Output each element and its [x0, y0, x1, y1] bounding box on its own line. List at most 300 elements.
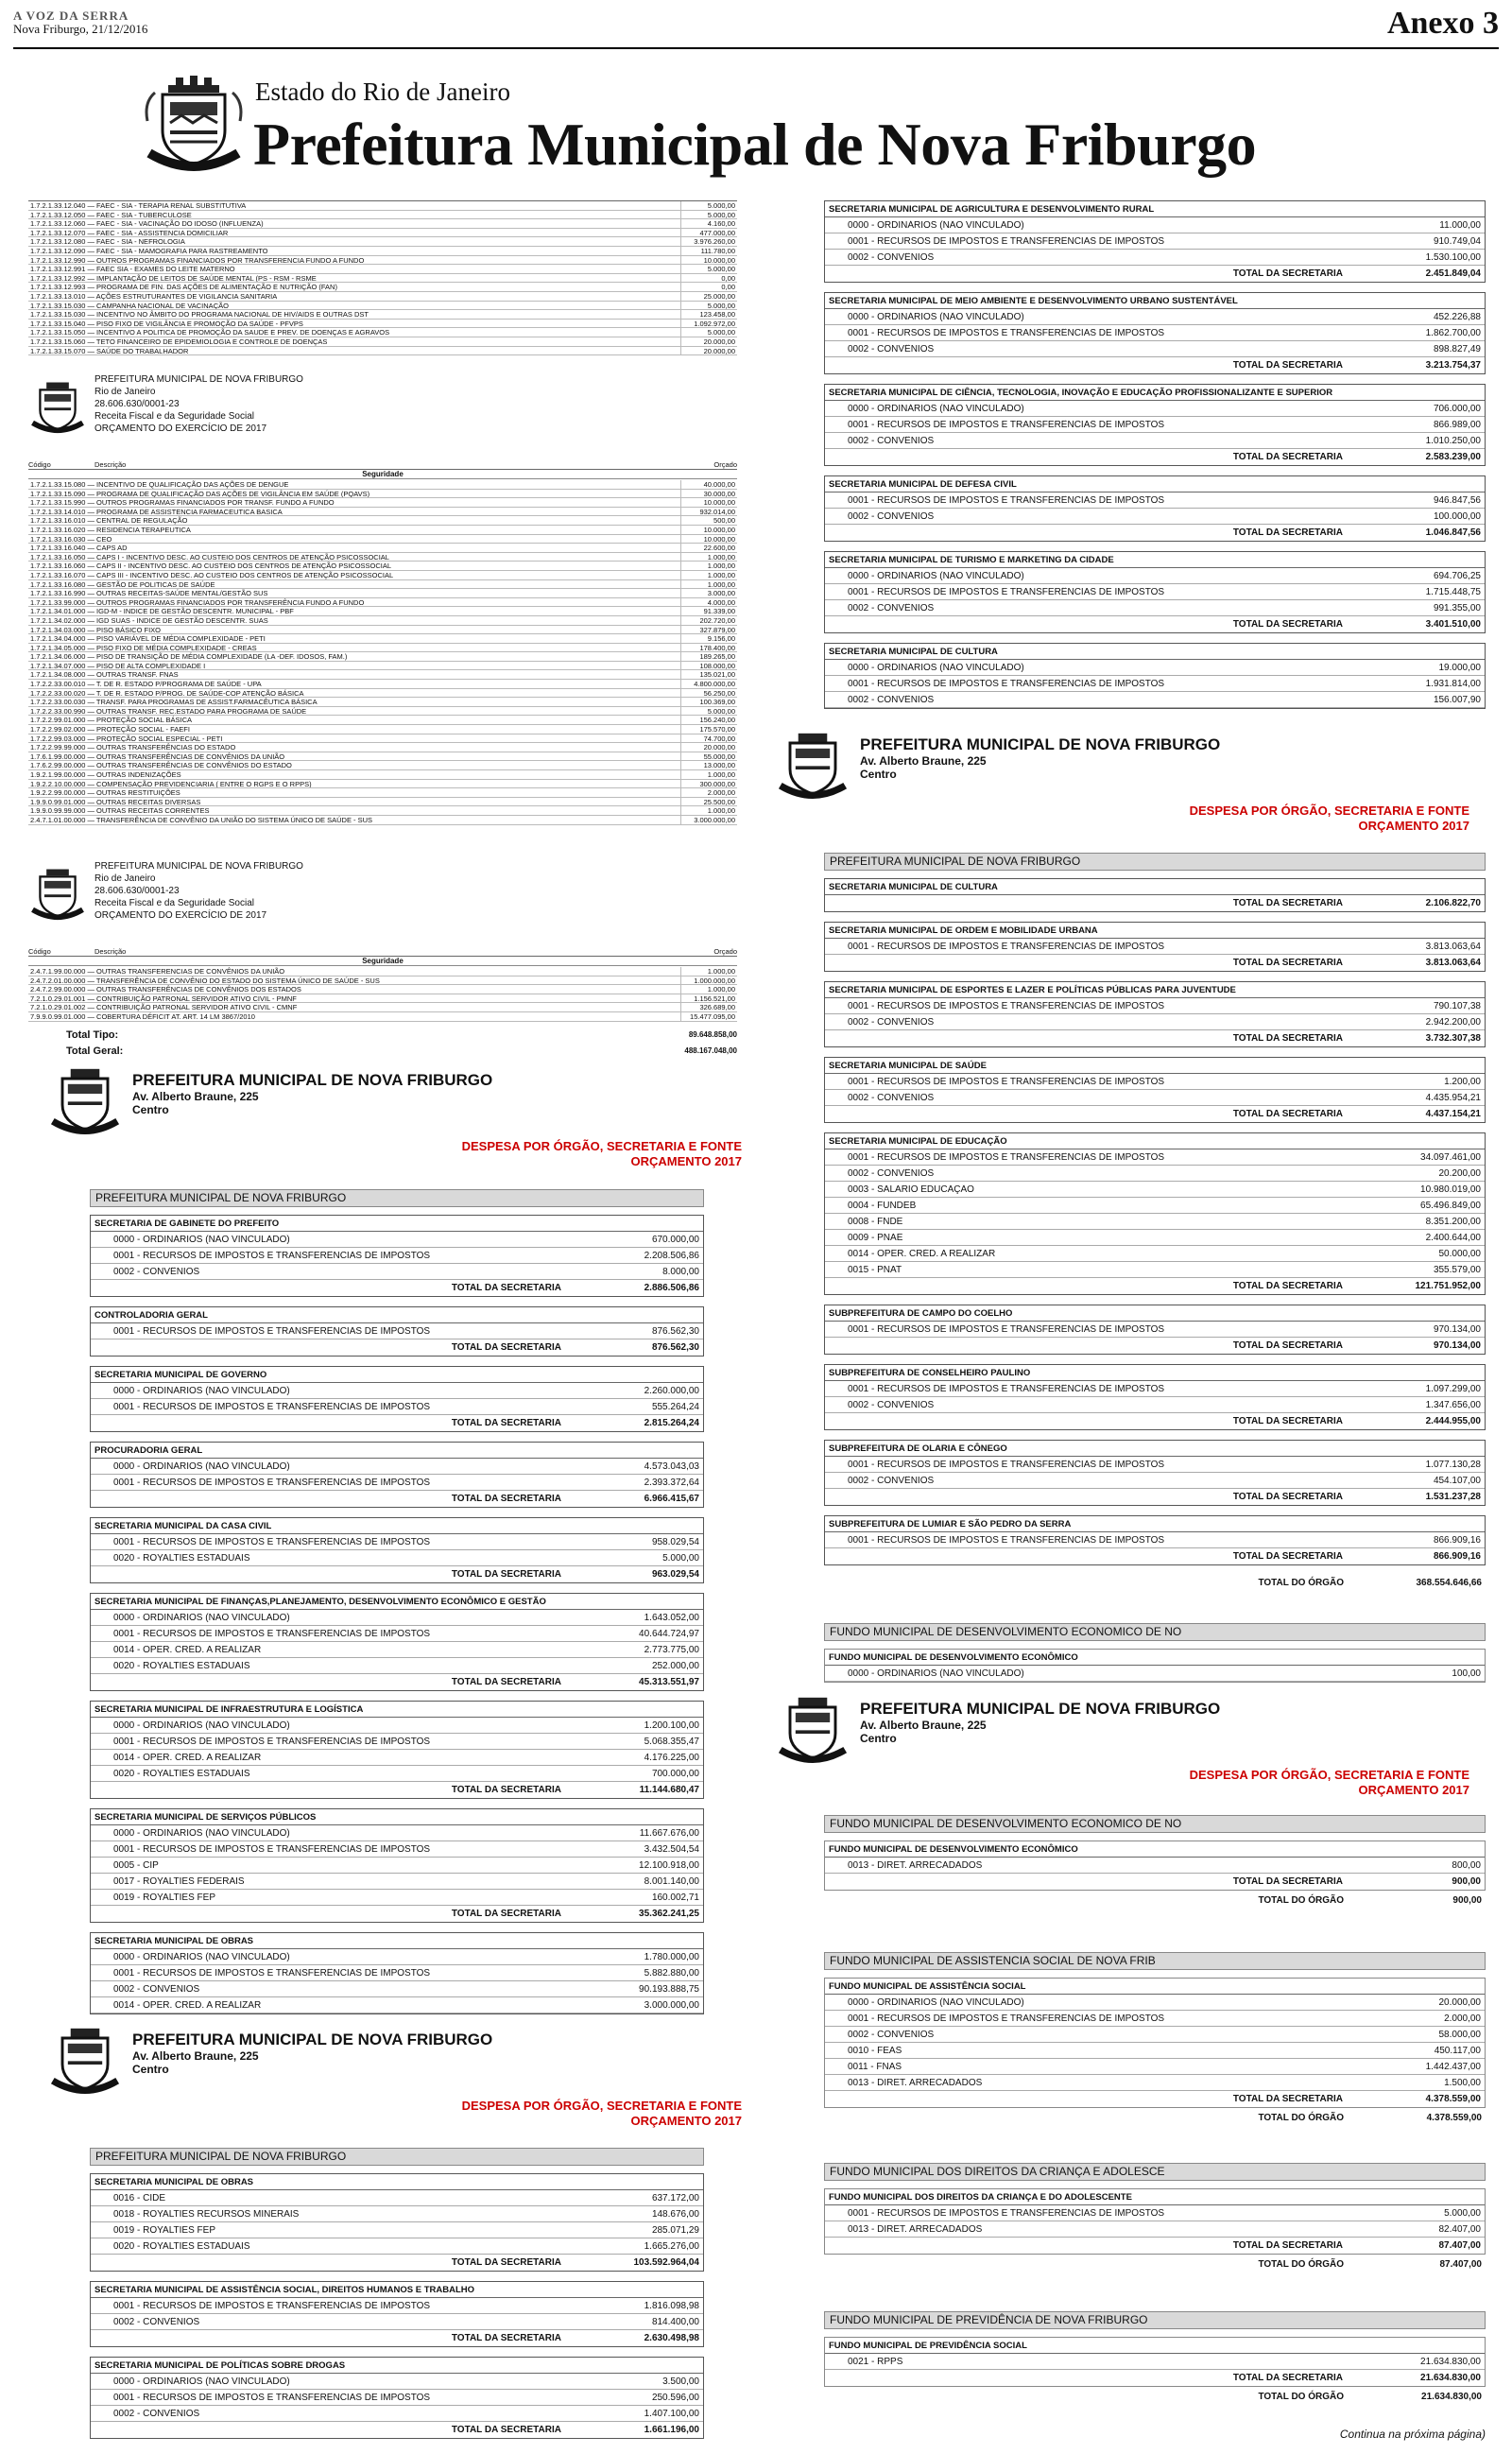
fonte-desc: 0001 - RECURSOS DE IMPOSTOS E TRANSFERÊNCIAS DE IMPOSTOS	[848, 941, 1165, 952]
fonte-row	[91, 2314, 703, 2330]
secretaria-box	[824, 200, 1486, 283]
fonte-value: 1.715.448,75	[1425, 586, 1481, 597]
fonte-desc: 0013 - DIRET. ARRECADADOS	[848, 2077, 983, 2088]
secretaria-title: SECRETARIA MUNICIPAL DE CULTURA	[825, 879, 1485, 895]
table-row	[28, 780, 737, 789]
fonte-desc: 0001 - RECURSOS DE IMPOSTOS E TRANSFERÊNCIAS DE IMPOSTOS	[848, 1323, 1165, 1335]
fonte-value: 5.068.355,47	[644, 1736, 699, 1747]
fonte-row	[825, 1381, 1485, 1397]
row-value: 202.720,00	[680, 616, 737, 625]
fonte-value: 1.643.052,00	[644, 1612, 699, 1623]
report-header-2	[47, 2023, 742, 2132]
fonte-value: 1.077.130,28	[1425, 1459, 1481, 1470]
fonte-desc: 0001 - RECURSOS DE IMPOSTOS E TRANSFERÊNCIAS DE IMPOSTOS	[113, 1477, 431, 1488]
secretaria-box	[824, 551, 1486, 633]
total-label: TOTAL DA SECRETARIA	[451, 2257, 561, 2268]
total-label: TOTAL DA SECRETARIA	[1232, 958, 1343, 968]
secretaria-box	[824, 1132, 1486, 1295]
fonte-row	[825, 1397, 1485, 1413]
fonte-row	[91, 2298, 703, 2314]
table-row	[28, 743, 737, 752]
row-value: 55.000,00	[680, 752, 737, 761]
secretaria-title: SECRETARIA DE GABINETE DO PREFEITO	[91, 1216, 703, 1232]
fonte-desc: 0013 - DIRET. ARRECADADOS	[848, 2223, 983, 2235]
fund-band: FUNDO MUNICIPAL DE ASSISTENCIA SOCIAL DE NOVA FRIB	[824, 1952, 1486, 1970]
total-row	[91, 2255, 703, 2271]
row-description: 1.7.2.1.33.12.060 — FAEC - SIA - VACINAÇÃO DO IDOSO (INFLUENZA)	[30, 219, 264, 228]
row-description: 1.7.2.1.33.16.040 — CAPS AD	[30, 544, 128, 552]
coat-of-arms-icon	[47, 2023, 123, 2099]
fonte-row	[825, 584, 1485, 600]
fonte-desc: 0000 - ORDINÁRIOS (NÃO VINCULADO)	[113, 1951, 290, 1962]
fonte-row	[825, 233, 1485, 250]
row-description: 1.7.2.1.34.04.000 — PISO VARIÁVEL DE MÉDIA COMPLEXIDADE - PETI	[30, 634, 266, 643]
report-title: DESPESA POR ÓRGÃO, SECRETARIA E FONTE	[461, 2099, 742, 2113]
total-value: 121.751.952,00	[1415, 1281, 1481, 1291]
row-description: 1.7.2.1.33.16.060 — CAPS II - INCENTIVO DESC. AO CUSTEIO DOS CENTROS DE ATENÇÃO PSICOSSOCIAL	[30, 562, 392, 570]
row-value: 10.000,00	[680, 535, 737, 544]
fonte-row	[825, 2059, 1485, 2075]
fonte-desc: 0001 - RECURSOS DE IMPOSTOS E TRANSFERÊNCIAS DE IMPOSTOS	[848, 678, 1165, 689]
total-row	[91, 1415, 703, 1431]
row-description: 1.7.2.1.33.16.020 — RESIDENCIA TERAPEUTICA	[30, 525, 191, 534]
fonte-row	[91, 1610, 703, 1626]
fonte-desc: 0000 - ORDINÁRIOS (NÃO VINCULADO)	[113, 1827, 290, 1839]
table-row	[28, 680, 737, 689]
total-label: TOTAL DA SECRETARIA	[1232, 527, 1343, 538]
row-value: 111.780,00	[680, 247, 737, 255]
right-column-2	[824, 853, 1486, 1591]
row-description: 1.7.2.2.33.00.020 — T. DE R. ESTADO P/PROG. DE SAÚDE-COP ATENÇÃO BÁSICA	[30, 688, 304, 698]
fonte-row	[91, 1750, 703, 1766]
table-row	[28, 788, 737, 798]
fonte-row	[91, 1734, 703, 1750]
fonte-row	[825, 1457, 1485, 1473]
header-cnpj: 28.606.630/0001-23	[94, 886, 180, 896]
total-value: 866.909,16	[1433, 1551, 1481, 1562]
row-description: 1.7.2.1.33.16.990 — OUTRAS RECEITAS-SAÚDE MENTAL/GESTÃO SUS	[30, 589, 268, 597]
total-orgao-label: TOTAL DO ÓRGÃO	[1258, 1578, 1344, 1588]
fundo-assistencia	[824, 1952, 1486, 2126]
fonte-row	[91, 1459, 703, 1475]
total-value: 3.732.307,38	[1425, 1033, 1481, 1044]
fonte-value: 156.007,90	[1433, 694, 1481, 705]
secretaria-box	[824, 878, 1486, 912]
col-descricao: Descrição	[94, 947, 127, 956]
fonte-value: 10.980.019,00	[1420, 1184, 1481, 1195]
fonte-row	[91, 1997, 703, 2013]
row-value: 500,00	[680, 516, 737, 525]
fonte-value: 1.780.000,00	[644, 1951, 699, 1962]
fonte-value: 2.942.200,00	[1425, 1016, 1481, 1028]
fonte-row	[91, 1248, 703, 1264]
fonte-desc: 0016 - CIDE	[113, 2192, 166, 2203]
fonte-row	[91, 1718, 703, 1734]
fonte-desc: 0002 - CONVÊNIOS	[113, 1266, 200, 1277]
row-value: 10.000,00	[680, 498, 737, 507]
total-value: 1.531.237,28	[1425, 1492, 1481, 1502]
row-value: 100,00	[1452, 1668, 1481, 1679]
fonte-desc: 0002 - CONVÊNIOS	[113, 1983, 200, 1995]
fonte-desc: 0001 - RECURSOS DE IMPOSTOS E TRANSFERÊNCIAS DE IMPOSTOS	[848, 1383, 1165, 1394]
table-row	[28, 589, 737, 598]
row-description: 1.7.2.1.33.15.060 — TETO FINANCEIRO DE EPIDEMIOLOGIA E CONTROLE DE DOENÇAS	[30, 337, 328, 346]
fonte-desc: 0001 - RECURSOS DE IMPOSTOS E TRANSFERÊNCIAS DE IMPOSTOS	[113, 1250, 431, 1261]
total-value: 2.630.498,98	[644, 2333, 699, 2343]
total-label: TOTAL DA SECRETARIA	[1232, 1876, 1343, 1887]
fonte-row	[825, 1246, 1485, 1262]
fonte-value: 5.000,00	[1444, 2207, 1481, 2219]
table-row	[28, 283, 737, 292]
fonte-desc: 0002 - CONVÊNIOS	[848, 510, 935, 522]
table-row	[28, 201, 737, 211]
total-row	[825, 357, 1485, 373]
report-address: Av. Alberto Braune, 225	[860, 754, 987, 768]
secretaria-title: SUBPREFEITURA DE CAMPO DO COELHO	[825, 1305, 1485, 1322]
fonte-value: 1.500,00	[1444, 2077, 1481, 2088]
secretaria-title: PROCURADORIA GERAL	[91, 1443, 703, 1459]
fonte-value: 65.496.849,00	[1420, 1200, 1481, 1211]
total-value: 35.362.241,25	[639, 1909, 699, 1919]
col-orcado: Orçado	[713, 460, 737, 469]
fonte-value: 637.172,00	[651, 2192, 699, 2203]
fonte-desc: 0001 - RECURSOS DE IMPOSTOS E TRANSFERÊNCIAS DE IMPOSTOS	[848, 586, 1165, 597]
fonte-row	[825, 325, 1485, 341]
secretaria-box	[824, 292, 1486, 374]
table-row	[28, 806, 737, 816]
fonte-row	[825, 1214, 1485, 1230]
fonte-row	[825, 309, 1485, 325]
row-description: 1.7.2.1.33.12.070 — FAEC - SIA - ASSISTENCIA DOMICILIAR	[30, 228, 229, 237]
fonte-desc: 0020 - ROYALTIES ESTADUAIS	[113, 1768, 250, 1779]
secretaria-box	[824, 1440, 1486, 1506]
row-value: 477.000,00	[680, 229, 737, 237]
table-row	[28, 770, 737, 780]
secretaria-title: SECRETARIA MUNICIPAL DE OBRAS	[91, 2174, 703, 2190]
fonte-desc: 0021 - RPPS	[848, 2356, 903, 2367]
fonte-desc: 0005 - CIP	[113, 1859, 159, 1871]
annex-label: Anexo 3	[1386, 6, 1499, 41]
total-row	[825, 616, 1485, 632]
row-description: 1.7.2.1.33.15.070 — SAÚDE DO TRABALHADOR	[30, 346, 189, 355]
fonte-row	[91, 2406, 703, 2422]
fonte-value: 250.596,00	[651, 2392, 699, 2403]
fonte-desc: 0002 - CONVÊNIOS	[848, 2029, 935, 2040]
fonte-value: 946.847,56	[1433, 494, 1481, 506]
secretaria-box	[90, 2281, 704, 2347]
total-row	[91, 1339, 703, 1356]
fonte-value: 1.407.100,00	[644, 2408, 699, 2419]
row-description: 1.7.2.1.34.08.000 — OUTRAS TRANSF. FNAS	[30, 670, 179, 680]
table-row	[28, 526, 737, 535]
secretaria-title: SECRETARIA MUNICIPAL DE MEIO AMBIENTE E DESENVOLVIMENTO URBANO SUSTENTÁVEL	[825, 293, 1485, 309]
fonte-value: 20.000,00	[1438, 1996, 1481, 2008]
row-description: 1.7.2.1.33.12.991 — FAEC SIA - EXAMES DO LEITE MATERNO	[30, 265, 235, 273]
fonte-value: 1.665.276,00	[644, 2240, 699, 2252]
table-row	[28, 535, 737, 544]
total-row	[825, 1106, 1485, 1122]
fonte-row	[91, 1323, 703, 1339]
fonte-value: 148.676,00	[651, 2208, 699, 2220]
table-row	[28, 752, 737, 762]
fonte-value: 1.200.100,00	[644, 1720, 699, 1731]
fonte-value: 8.351.200,00	[1425, 1216, 1481, 1227]
fonte-value: 1.010.250,00	[1425, 435, 1481, 446]
total-label: TOTAL DA SECRETARIA	[451, 1342, 561, 1353]
fonte-desc: 0002 - CONVÊNIOS	[848, 1167, 935, 1179]
total-orgao-value: 21.634.830,00	[1421, 2392, 1482, 2402]
total-row	[825, 2091, 1485, 2107]
fonte-value: 910.749,04	[1433, 235, 1481, 247]
header-place: Rio de Janeiro	[94, 387, 156, 397]
fonte-row	[91, 1626, 703, 1642]
total-value: 21.634.830,00	[1420, 2373, 1481, 2383]
fonte-value: 20.200,00	[1438, 1167, 1481, 1179]
newspaper-tag	[13, 9, 147, 36]
fonte-row	[91, 1550, 703, 1566]
fonte-desc: 0015 - PNAT	[848, 1264, 902, 1275]
fonte-value: 1.097.299,00	[1425, 1383, 1481, 1394]
total-value: 876.562,30	[651, 1342, 699, 1353]
row-description: 1.7.2.2.99.01.000 — PROTEÇÃO SOCIAL BÁSICA	[30, 716, 193, 725]
total-row	[825, 2238, 1485, 2254]
report-district: Centro	[860, 768, 897, 781]
total-orgao-label: TOTAL DO ÓRGÃO	[1258, 2259, 1344, 2270]
total-geral-value: 488.167.048,00	[684, 1046, 737, 1055]
row-value: 25.000,00	[680, 292, 737, 301]
row-desc: 0013 - DIRET. ARRECADADOS	[848, 1859, 983, 1871]
table-row	[28, 211, 737, 220]
table-row	[28, 562, 737, 571]
row-description: 1.7.2.1.34.06.000 — PISO DE TRANSIÇÃO DE MÉDIA COMPLEXIDADE (LA -DEF. IDOSOS, FAM.)	[30, 652, 348, 661]
table-row	[28, 571, 737, 580]
report-subtitle: ORÇAMENTO 2017	[630, 1154, 742, 1168]
fonte-value: 2.260.000,00	[644, 1385, 699, 1396]
report-address: Av. Alberto Braune, 225	[860, 1719, 987, 1732]
report-org: PREFEITURA MUNICIPAL DE NOVA FRIBURGO	[860, 1700, 1221, 1718]
row-value: 13.000,00	[680, 761, 737, 769]
total-orgao-row	[824, 1575, 1486, 1591]
fund-band: FUNDO MUNICIPAL DE DESENVOLVIMENTO ECONOMICO DE NO	[824, 1623, 1486, 1641]
header-receita: Receita Fiscal e da Seguridade Social	[94, 898, 254, 908]
table-row	[28, 816, 737, 825]
row-desc: 0000 - ORDINÁRIOS (NÃO VINCULADO)	[848, 1668, 1024, 1679]
fonte-desc: 0001 - RECURSOS DE IMPOSTOS E TRANSFERÊNCIAS DE IMPOSTOS	[848, 2013, 1165, 2024]
table-row	[28, 237, 737, 247]
table-row	[28, 716, 737, 725]
fonte-value: 2.400.644,00	[1425, 1232, 1481, 1243]
fonte-row	[825, 1262, 1485, 1278]
table-col-headers	[28, 460, 737, 470]
total-label: TOTAL DA SECRETARIA	[451, 1569, 561, 1580]
total-label: TOTAL DA SECRETARIA	[1232, 2240, 1343, 2251]
row-value: 1.000.000,00	[680, 976, 737, 985]
secretaria-box	[824, 1515, 1486, 1565]
fonte-row	[91, 1949, 703, 1965]
row-description: 1.7.2.2.99.03.000 — PROTEÇÃO SOCIAL ESPECIAL - PETI	[30, 734, 223, 743]
fonte-desc: 0001 - RECURSOS DE IMPOSTOS E TRANSFERÊNCIAS DE IMPOSTOS	[848, 2207, 1165, 2219]
table-row	[28, 798, 737, 807]
fonte-desc: 0002 - CONVÊNIOS	[848, 1399, 935, 1410]
total-row	[825, 266, 1485, 282]
fonte-row	[91, 1399, 703, 1415]
row-description: 1.7.2.2.33.00.990 — OUTRAS TRANSF. REC.ESTADO PARA PROGRAMA DE SAÚDE	[30, 706, 307, 716]
fonte-value: 252.000,00	[651, 1660, 699, 1671]
total-value: 970.134,00	[1433, 1340, 1481, 1351]
fonte-value: 898.827,49	[1433, 343, 1481, 354]
row-value: 189.265,00	[680, 652, 737, 661]
fonte-row	[825, 1995, 1485, 2011]
table-row	[28, 347, 737, 356]
mid-column-2	[90, 2148, 704, 2448]
report-title: DESPESA POR ÓRGÃO, SECRETARIA E FONTE	[1189, 1768, 1469, 1782]
section-seguridade: Seguridade	[28, 470, 737, 479]
table-row	[28, 229, 737, 238]
row-value: 1.000,00	[680, 770, 737, 779]
fund-sub-title: FUNDO MUNICIPAL DE ASSISTÊNCIA SOCIAL	[825, 1979, 1485, 1995]
fonte-value: 555.264,24	[651, 1401, 699, 1412]
total-label: TOTAL DA SECRETARIA	[451, 1494, 561, 1504]
fonte-value: 970.134,00	[1433, 1323, 1481, 1335]
row-value: 10.000,00	[680, 526, 737, 534]
table-row	[28, 256, 737, 266]
total-value: 963.029,54	[651, 1569, 699, 1580]
row-value: 5.000,00	[680, 328, 737, 337]
report-header-1	[47, 1063, 742, 1172]
row-description: 1.7.2.1.33.16.030 — CEO	[30, 534, 112, 544]
row-description: 1.7.2.1.33.13.010 — AÇÕES ESTRUTURANTES DE VIGILANCIA SANITARIA	[30, 291, 278, 301]
table-row	[28, 616, 737, 626]
fonte-value: 21.634.830,00	[1420, 2356, 1481, 2367]
total-label: TOTAL DA SECRETARIA	[1232, 1281, 1343, 1291]
table-row	[28, 337, 737, 347]
row-value: 10.000,00	[680, 256, 737, 265]
fundo-economico-2	[824, 1815, 1486, 1909]
total-value: 1.046.847,56	[1425, 527, 1481, 538]
fonte-desc: 0002 - CONVÊNIOS	[848, 1092, 935, 1103]
row-description: 1.9.2.2.99.00.000 — OUTRAS RESTITUIÇÕES	[30, 788, 180, 797]
fonte-desc: 0000 - ORDINÁRIOS (NÃO VINCULADO)	[848, 570, 1024, 581]
total-label: TOTAL DA SECRETARIA	[451, 2425, 561, 2435]
total-tipo-value: 89.648.858,00	[688, 1030, 737, 1039]
row-value: 30.000,00	[680, 490, 737, 498]
fonte-value: 2.773.775,00	[644, 1644, 699, 1655]
row-description: 1.7.2.1.33.16.010 — CENTRAL DE REGULAÇÃO	[30, 516, 188, 525]
row-value: 1.000,00	[680, 562, 737, 570]
fund-row	[825, 1666, 1485, 1682]
table-row	[28, 994, 737, 1004]
table-row	[28, 707, 737, 717]
row-description: 1.7.2.1.33.15.990 — OUTROS PROGRAMAS FINANCIADOS POR TRANSF. FUNDO A FUNDO	[30, 498, 335, 507]
secretaria-box	[824, 475, 1486, 542]
secretaria-box	[90, 1366, 704, 1432]
fonte-desc: 0000 - ORDINÁRIOS (NÃO VINCULADO)	[848, 219, 1024, 231]
total-value: 4.437.154,21	[1425, 1109, 1481, 1119]
table-row	[28, 302, 737, 311]
row-description: 1.7.2.1.33.15.090 — PROGRAMA DE QUALIFICAÇÃO DAS AÇÕES DE VIGILÂNCIA EM SAÚDE (PQAVS)	[30, 489, 370, 498]
row-description: 1.7.2.1.34.02.000 — IGD SUAS - INDICE DE GESTÃO DESCENTR. SUAS	[30, 615, 268, 625]
total-value: 11.144.680,47	[639, 1785, 699, 1795]
fonte-desc: 0001 - RECURSOS DE IMPOSTOS E TRANSFERÊNCIAS DE IMPOSTOS	[113, 1536, 431, 1547]
secretaria-title: SECRETARIA MUNICIPAL DE AGRICULTURA E DESENVOLVIMENTO RURAL	[825, 201, 1485, 217]
fonte-value: 3.432.504,54	[644, 1843, 699, 1855]
continue-note: Continua na próxima página)	[1339, 2428, 1486, 2441]
total-row	[825, 1338, 1485, 1354]
fonte-desc: 0001 - RECURSOS DE IMPOSTOS E TRANSFERÊNCIAS DE IMPOSTOS	[113, 2300, 431, 2311]
row-value: 9.156,00	[680, 634, 737, 643]
fonte-desc: 0001 - RECURSOS DE IMPOSTOS E TRANSFERÊNCIAS DE IMPOSTOS	[848, 1076, 1165, 1087]
total-label: TOTAL DA SECRETARIA	[451, 1677, 561, 1687]
fonte-value: 450.117,00	[1434, 2045, 1481, 2056]
table-row	[28, 985, 737, 994]
fonte-row	[825, 509, 1485, 525]
row-description: 1.7.2.1.33.12.993 — PROGRAMA DE FIN. DAS AÇÕES DE ALIMENTAÇÃO E NUTRIÇÃO (FAN)	[30, 283, 337, 291]
fonte-value: 82.407,00	[1438, 2223, 1481, 2235]
coat-of-arms-icon	[28, 377, 87, 438]
fonte-value: 3.813.063,64	[1425, 941, 1481, 952]
total-value: 4.378.559,00	[1425, 2094, 1481, 2104]
fonte-desc: 0000 - ORDINÁRIOS (NÃO VINCULADO)	[848, 1996, 1024, 2008]
fonte-desc: 0002 - CONVÊNIOS	[848, 1016, 935, 1028]
row-value: 123.458,00	[680, 310, 737, 319]
fonte-value: 58.000,00	[1438, 2029, 1481, 2040]
total-row	[825, 1489, 1485, 1505]
total-label: TOTAL DA SECRETARIA	[1232, 1340, 1343, 1351]
fonte-desc: 0000 - ORDINÁRIOS (NÃO VINCULADO)	[848, 662, 1024, 673]
table-row	[28, 598, 737, 608]
fonte-value: 866.989,00	[1433, 419, 1481, 430]
row-description: 1.7.2.1.33.14.010 — PROGRAMA DE ASSISTENCIA FARMACEUTICA BASICA	[30, 507, 283, 516]
table-row	[28, 670, 737, 680]
row-value: 91.339,00	[680, 607, 737, 615]
coat-of-arms-icon	[775, 728, 850, 804]
secretaria-title: SECRETARIA MUNICIPAL DE ORDEM E MOBILIDADE URBANA	[825, 923, 1485, 939]
revenue-table-2	[28, 480, 737, 825]
secretaria-title: CONTROLADORIA GERAL	[91, 1307, 703, 1323]
secretaria-title: SUBPREFEITURA DE LUMIAR E SÃO PEDRO DA SERRA	[825, 1516, 1485, 1532]
col-orcado: Orçado	[713, 947, 737, 956]
table-row	[28, 320, 737, 329]
row-description: 1.7.2.1.34.03.000 — PISO BÁSICO FIXO	[30, 625, 161, 634]
report-district: Centro	[860, 1732, 897, 1745]
fonte-value: 3.500,00	[662, 2376, 699, 2387]
fonte-row	[91, 1264, 703, 1280]
table-row	[28, 1003, 737, 1012]
secretaria-box	[824, 1364, 1486, 1430]
fonte-value: 700.000,00	[651, 1768, 699, 1779]
total-row	[91, 2330, 703, 2346]
table-row	[28, 219, 737, 229]
secretaria-title: SECRETARIA MUNICIPAL DA CASA CIVIL	[91, 1518, 703, 1534]
row-description: 1.9.2.2.10.00.000 — COMPENSAÇÃO PREVIDENCIARIA ( ENTRE O RGPS E O RPPS)	[30, 779, 312, 788]
fonte-row	[91, 1841, 703, 1858]
total-value: 103.592.964,04	[633, 2257, 699, 2268]
header-orcamento: ORÇAMENTO DO EXERCÍCIO DE 2017	[94, 910, 267, 921]
total-row	[825, 1413, 1485, 1429]
fonte-row	[91, 1965, 703, 1981]
page-header	[13, 6, 1499, 49]
total-row	[825, 1278, 1485, 1294]
row-description: 1.7.2.1.33.15.050 — INCENTIVO A POLITICA DE PROMOÇÃO DA SAUDE E PREV. DE DOENÇAS E AGRAVOS	[30, 328, 390, 337]
fonte-value: 11.000,00	[1439, 219, 1481, 231]
secretaria-box	[824, 384, 1486, 466]
total-row	[825, 2370, 1485, 2386]
row-value: 20.000,00	[680, 347, 737, 355]
fonte-row	[825, 2205, 1485, 2221]
secretaria-title: SECRETARIA MUNICIPAL DE SERVIÇOS PÚBLICOS	[91, 1809, 703, 1825]
report-address: Av. Alberto Braune, 225	[132, 1090, 259, 1103]
fonte-desc: 0001 - RECURSOS DE IMPOSTOS E TRANSFERÊNCIAS DE IMPOSTOS	[113, 2392, 431, 2403]
